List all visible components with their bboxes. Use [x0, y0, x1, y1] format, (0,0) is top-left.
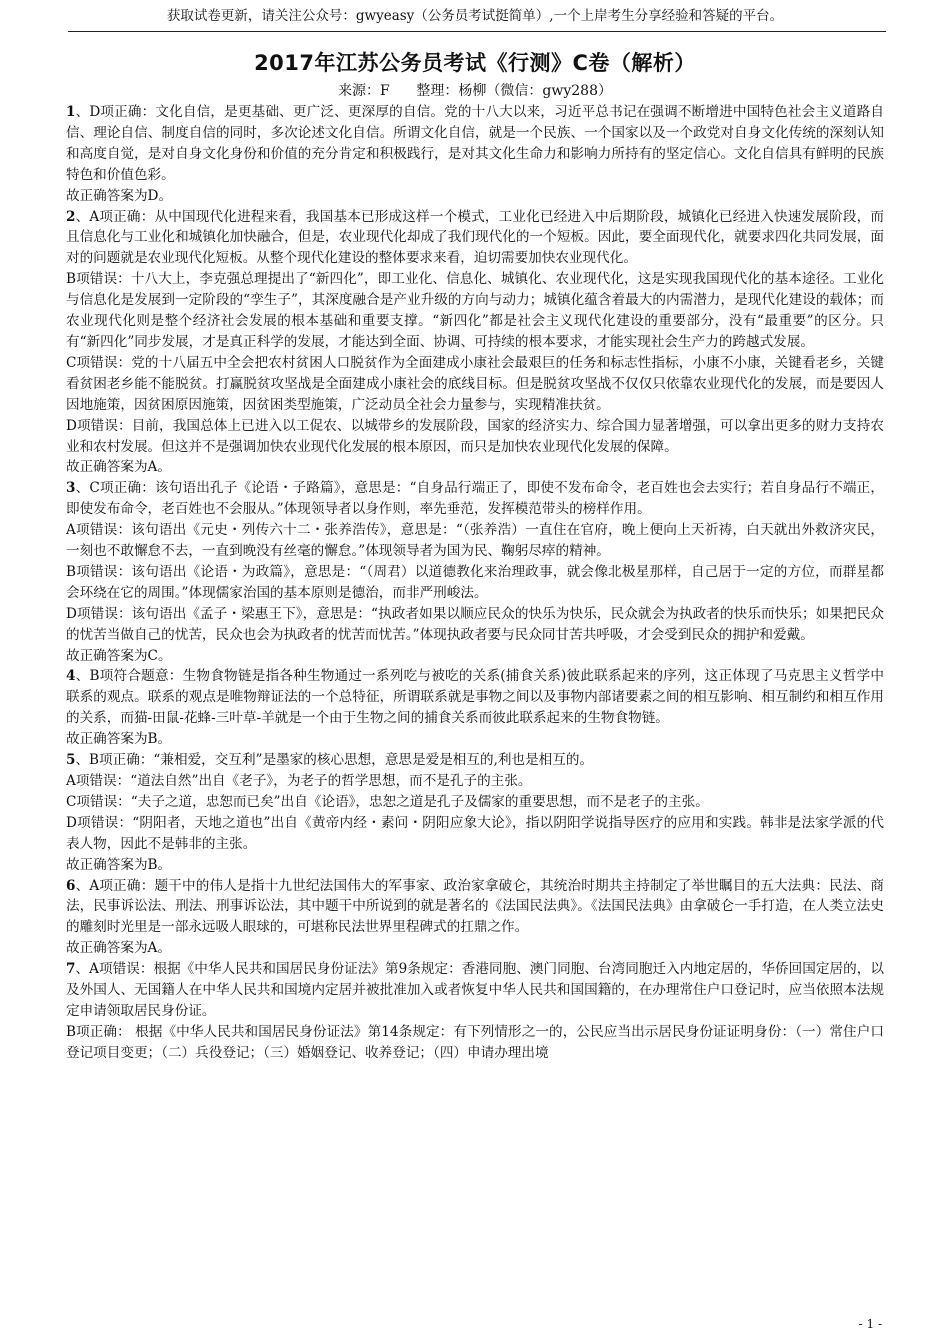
question-number: 2	[66, 208, 76, 225]
page-header-notice: 获取试卷更新，请关注公众号：gwyeasy（公务员考试挺简单）,一个上岸考生分享经验和答疑的平台。	[166, 8, 784, 24]
question-lead-text: 、B项正确：“兼相爱，交互利”是墨家的核心思想，意思是爱是相互的,利也是相互的。	[75, 752, 594, 769]
document-title: 2017年江苏公务员考试《行测》C卷（解析）	[254, 51, 696, 75]
document-body	[66, 102, 884, 1064]
question-number: 7	[66, 961, 76, 978]
question-lead-paragraph	[66, 666, 884, 729]
option-analysis-paragraph: C项错误：“夫子之道，忠恕而已矣”出自《论语》，忠恕之道是孔子及儒家的重要思想，而不是老子的主张。	[66, 793, 709, 810]
question-lead-paragraph	[66, 207, 884, 270]
question-number: 6	[66, 877, 76, 894]
page-number: - 1 -	[858, 1317, 882, 1331]
question-lead-text: 、D项正确：文化自信，是更基础、更广泛、更深厚的自信。党的十八大以来，习近平总书记在强调不断增进中国特色社会主义道路自信、理论自信、制度自信的同时，多次论述文化自信。所谓文化自信，就是一个民族、一个国家以及一个政党对自身文化传统的深刻认知和高度自觉，是对自身文化身份和价值的充分肯定和积极践行，是对其文化生命力和影响力所持有的坚定信心。文化自信具有鲜明的民族特色和价值色彩。	[66, 104, 884, 183]
question-lead-paragraph	[66, 478, 884, 520]
question-number: 1	[66, 104, 76, 120]
question-lead-paragraph	[66, 876, 884, 939]
option-analysis-paragraph: D项错误：目前，我国总体上已进入以工促农、以城带乡的发展阶段，国家的经济实力、综合国力显著增强，可以拿出更多的财力支持农业和农村发展。但这并不是强调加快农业现代化发展的根本原因，而只是加快农业现代化发展的保障。	[66, 417, 884, 455]
question-lead-paragraph	[66, 959, 884, 1022]
answer-line: 故正确答案为A。	[66, 940, 171, 957]
document-source-line: 来源：F 整理：杨柳（微信：gwy288）	[338, 83, 612, 99]
option-analysis-paragraph: B项错误：十八大上，李克强总理提出了“新四化”，即工业化、信息化、城镇化、农业现代化，这是实现我国现代化的基本途径。工业化与信息化是发展到一定阶段的“孪生子”，其深度融合是产业升级的方向与动力；城镇化蕴含着最大的内需潜力，是现代化建设的载体；而农业现代化则是整个经济社会发展的根本基础和重要支撑。“新四化”都是社会主义现代化建设的重要部分，没有“最重要”的区分。只有“新四化”同步发展，才是真正科学的发展，才能达到全面、协调、可持续的根本要求，才能实现社会生产力的跨越式发展。	[66, 271, 884, 350]
question-lead-text: 、A项正确：从中国现代化进程来看，我国基本已形成这样一个模式，工业化已经进入中后期阶段，城镇化已经进入快速发展阶段，而且信息化与工业化和城镇化加快融合，但是，农业现代化却成了我们现代化的一个短板。因此，要全面现代化，就要求四化共同发展，面对的问题就是农业现代化短板。从整个现代化建设的整体要求来看，迫切需要加快农业现代化。	[66, 208, 884, 267]
question-lead-paragraph	[66, 102, 884, 186]
question-lead-text: 、A项正确：题干中的伟人是指十九世纪法国伟大的军事家、政治家拿破仑，其统治时期共主持制定了举世瞩目的五大法典：民法、商法，民事诉讼法、刑法、刑事诉讼法，其中题干中所说到的就是著名的《法国民法典》。《法国民法典》由拿破仑一手打造，在人类立法史的雕刻时光里是一部永远吸人眼球的，可堪称民法世界里程碑式的扛鼎之作。	[66, 877, 884, 936]
option-analysis-paragraph: A项错误：该句语出《元史・列传六十二・张养浩传》，意思是：“（张养浩）一直住在官府，晚上便向上天祈祷，白天就出外救济灾民，一刻也不敢懈怠不去，一直到晚没有丝毫的懈怠。”体现领导者为国为民、鞠躬尽瘁的精神。	[66, 522, 884, 560]
answer-line: 故正确答案为A。	[66, 459, 171, 476]
answer-line: 故正确答案为B。	[66, 856, 172, 873]
question-lead-text: 、B项符合题意：生物食物链是指各种生物通过一系列吃与被吃的关系(捕食关系)彼此联系起来的序列，这正体现了马克思主义哲学中联系的观点。联系的观点是唯物辩证法的一个总特征，所谓联系就是事物之间以及事物内部诸要素之间的相互影响、相互制约和相互作用的关系，而猫-田鼠-花蜂-三叶草-羊就是一个由于生物之间的捕食关系而彼此联系起来的生物食物链。	[66, 668, 884, 727]
question-number: 4	[66, 668, 76, 685]
answer-line: 故正确答案为D。	[66, 187, 173, 204]
question-number: 5	[66, 752, 76, 769]
header-divider	[68, 31, 886, 32]
option-analysis-paragraph: D项错误：“阴阳者，天地之道也”出自《黄帝内经・素问・阴阳应象大论》，指以阴阳学说指导医疗的应用和实践。韩非是法家学派的代表人物，因此不是韩非的主张。	[66, 814, 884, 852]
answer-line: 故正确答案为B。	[66, 731, 172, 748]
answer-line: 故正确答案为C。	[66, 647, 172, 664]
question-lead-paragraph	[66, 750, 884, 771]
option-analysis-paragraph: B项错误：该句语出《论语・为政篇》，意思是：“（周君）以道德教化来治理政事，就会像北极星那样，自己居于一定的方位，而群星都会环绕在它的周围。”体现儒家治国的基本原则是德治，而非严刑峻法。	[66, 563, 884, 601]
question-number: 3	[66, 480, 76, 497]
question-lead-text: 、A项错误：根据《中华人民共和国居民身份证法》第9条规定：香港同胞、澳门同胞、台湾同胞迁入内地定居的，华侨回国定居的，以及外国人、无国籍人在中华人民共和国境内定居并被批准加入或者恢复中华人民共和国国籍的，在办理常住户口登记时，应当依照本法规定申请领取居民身份证。	[66, 961, 884, 1019]
question-lead-text: 、C项正确：该句语出孔子《论语・子路篇》，意思是：“自身品行端正了，即使不发布命令，老百姓也会去实行；若自身品行不端正，即使发布命令，老百姓也不会服从。”体现领导者以身作则，率先垂范，发挥模范带头的榜样作用。	[66, 480, 884, 518]
option-analysis-paragraph: A项错误：“道法自然”出自《老子》，为老子的哲学思想，而不是孔子的主张。	[66, 773, 532, 789]
option-analysis-paragraph: B项正确： 根据《中华人民共和国居民身份证法》第14条规定：有下列情形之一的，公民应当出示居民身份证证明身份：（一）常住户口登记项目变更；（二）兵役登记；（三）婚姻登记、收养登记；（四）申请办理出境	[66, 1023, 884, 1061]
option-analysis-paragraph: D项错误：该句语出《孟子・梁惠王下》，意思是：“执政者如果以顺应民众的快乐为快乐，民众就会为执政者的快乐而快乐；如果把民众的忧苦当做自己的忧苦，民众也会为执政者的忧苦而忧苦。”体现执政者要与民众同甘苦共呼吸，才会受到民众的拥护和爱戴。	[66, 605, 884, 643]
option-analysis-paragraph: C项错误：党的十八届五中全会把农村贫困人口脱贫作为全面建成小康社会最艰巨的任务和标志性指标，小康不小康，关键看老乡，关键看贫困老乡能不能脱贫。打赢脱贫攻坚战是全面建成小康社会的底线目标。但是脱贫攻坚战不仅仅只依靠农业现代化的发展，而是要因人因地施策，因贫困原因施策，因贫困类型施策，广泛动员全社会力量参与，实现精准扶贫。	[66, 354, 884, 413]
